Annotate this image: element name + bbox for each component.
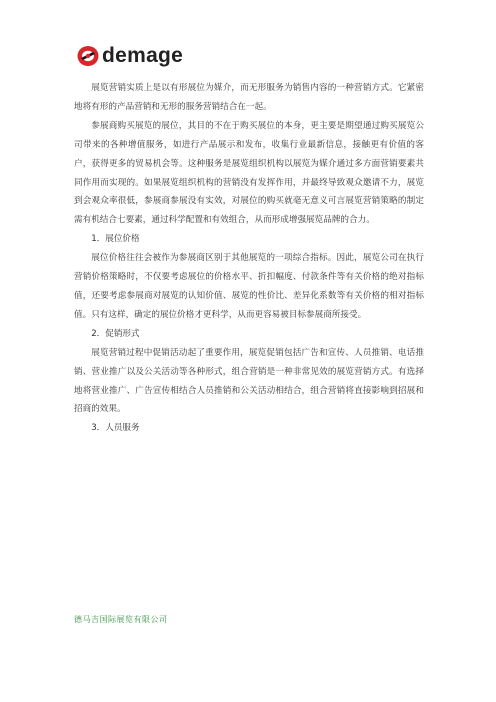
intro-paragraph: 展览营销实质上是以有形展位为媒介，而无形服务为销售内容的一种营销方式。它紧密地将有形的产品营销和无形的服务营销结合在一起。	[74, 83, 424, 112]
logo-wordmark: demage	[102, 44, 184, 67]
section-heading-promotion: 2．促销形式	[91, 328, 140, 339]
body-paragraph: 展位价格往往会被作为参展商区别于其他展览的一项综合指标。因此，展览公司在执行营销价格策略时，不仅要考虑展位的价格水平、折扣幅度、付款条件等有关价格的绝对指标值，还要考虑参展商对展览的认知价值、展览的性价比、差异化系数等有关价格的相对指标值。只有这样，确定的展位价格才更科学，从而更容易被目标参展商所接受。	[74, 253, 424, 320]
section-heading-service: 3．人员服务	[91, 423, 140, 434]
section-heading-price: 1．展位价格	[91, 234, 140, 245]
body-paragraph: 展览营销过程中促销活动起了重要作用，展览促销包括广告和宣传、人员推销、电话推销、营业推广以及公关活动等各种形式，组合营销是一种非常见效的展览营销方式。有选择地将营业推广、广告宣传相结合人员推销和公关活动相结合，组合营销将直接影响到招展和招商的效果。	[74, 347, 424, 415]
footer-company-name: 德马吉国际展览有限公司	[74, 615, 168, 624]
company-logo	[76, 44, 183, 68]
demage-logo-icon	[76, 44, 100, 68]
body-paragraph: 参展商购买展览的展位，其目的不在于购买展位的本身，更主要是期望通过购买展览公司带来的各种增值服务，如进行产品展示和发布，收集行业最新信息，接触更有价值的客户，获得更多的贸易机会等。这种服务是展览组织机构以展览为媒介通过多方面营销要素共同作用而实现的。如果展览组织机构的营销没有发挥作用，并最终导致观众邀请不力，展览到会观众率很低，参展商参展没有实效，对展位的购买就毫无意义可言展览营销策略的制定需有机结合七要素，通过科学配置和有效组合，从而形成增强展览品牌的合力。	[74, 120, 424, 226]
document-body	[74, 79, 424, 438]
